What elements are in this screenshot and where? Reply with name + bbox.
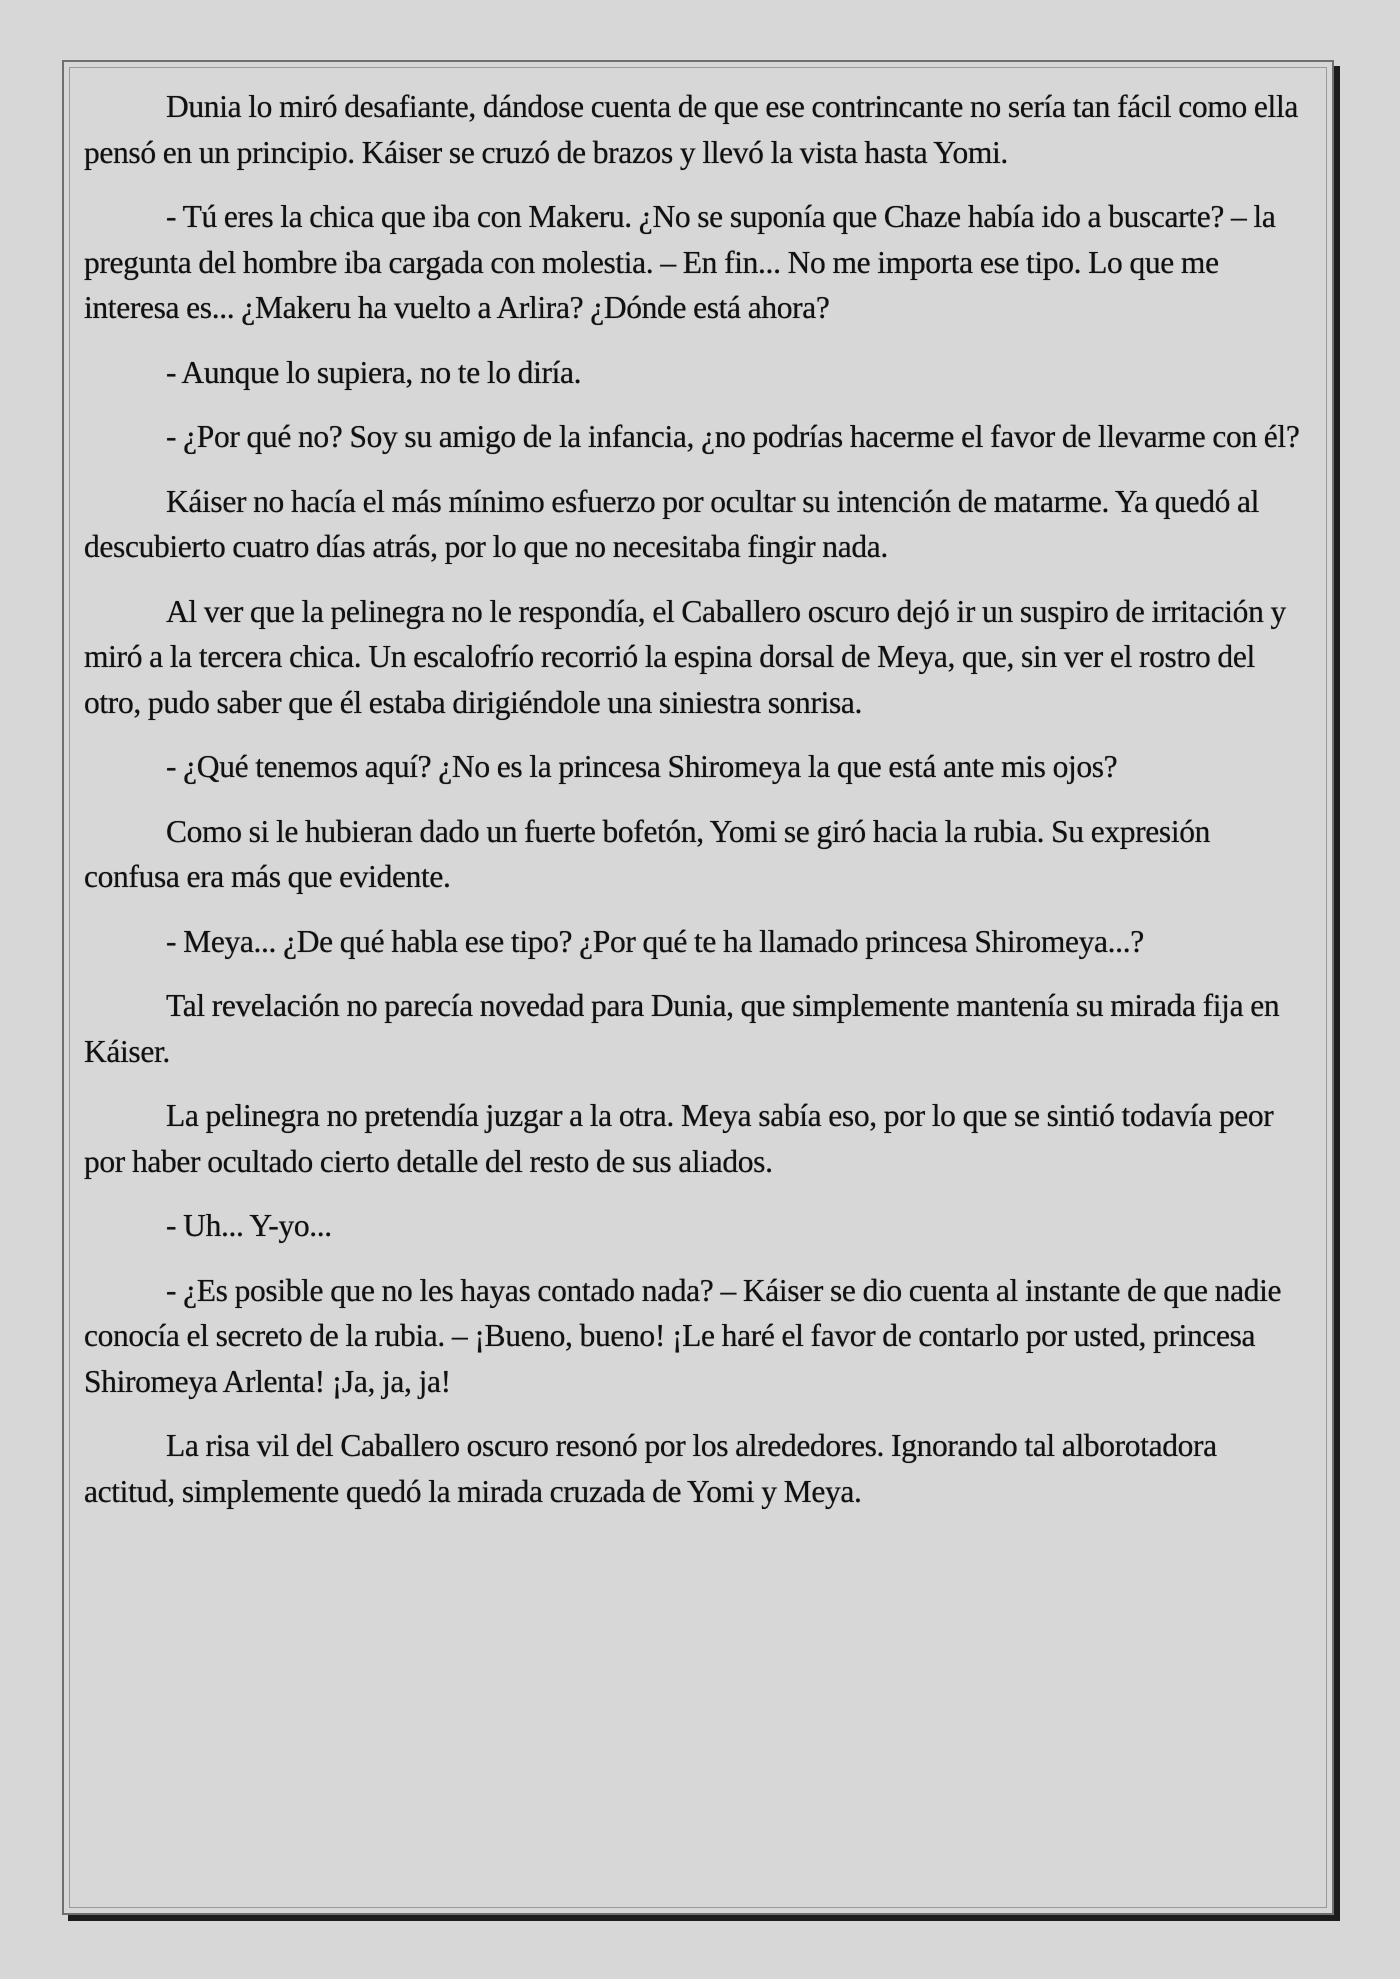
paragraph: Como si le hubieran dado un fuerte bofetón, Yomi se giró hacia la rubia. Su expresión confusa era más que evidente. bbox=[84, 813, 1211, 894]
paragraph: Dunia lo miró desafiante, dándose cuenta de que ese contrincante no sería tan fácil como ella pensó en un principio. Káiser se cruzó de brazos y llevó la vista hasta Yomi. bbox=[84, 89, 1298, 170]
paragraph: - ¿Qué tenemos aquí? ¿No es la princesa Shiromeya la que está ante mis ojos? bbox=[166, 749, 1118, 784]
paragraph: La risa vil del Caballero oscuro resonó por los alrededores. Ignorando tal alborotadora actitud, simplemente quedó la mirada cruzada de Yomi y Meya. bbox=[84, 1428, 1217, 1509]
paragraph: - Meya... ¿De qué habla ese tipo? ¿Por qué te ha llamado princesa Shiromeya...? bbox=[166, 923, 1144, 959]
paragraph: Al ver que la pelinegra no le respondía, el Caballero oscuro dejó ir un suspiro de irritación y miró a la tercera chica. Un escalofrío recorrió la espina dorsal de Meya, que, sin ver el rostro del otro, pudo saber que él estaba dirigiéndole una siniestra sonrisa. bbox=[84, 593, 1286, 720]
page-frame bbox=[62, 60, 1334, 1915]
paragraph: Káiser no hacía el más mínimo esfuerzo por ocultar su intención de matarme. Ya quedó al descubierto cuatro días atrás, por lo que no necesitaba fingir nada. bbox=[84, 483, 1260, 564]
paragraph: Tal revelación no parecía novedad para Dunia, que simplemente mantenía su mirada fija en Káiser. bbox=[84, 988, 1280, 1069]
paragraph: - Aunque lo supiera, no te lo diría. bbox=[166, 354, 582, 390]
paragraph: - ¿Es posible que no les hayas contado nada? – Káiser se dio cuenta al instante de que nadie conocía el secreto de la rubia. – ¡Bueno, bueno! ¡Le haré el favor de contarlo por usted, princesa Shiromeya Arlenta! ¡Ja, ja, ja! bbox=[84, 1272, 1282, 1399]
paragraph: La pelinegra no pretendía juzgar a la otra. Meya sabía eso, por lo que se sintió todavía peor por haber ocultado cierto detalle del resto de sus aliados. bbox=[84, 1098, 1274, 1179]
paragraph: - Uh... Y-yo... bbox=[166, 1208, 332, 1243]
text-body bbox=[84, 84, 1312, 1533]
paragraph: - ¿Por qué no? Soy su amigo de la infancia, ¿no podrías hacerme el favor de llevarme con él? bbox=[166, 419, 1300, 454]
paragraph: - Tú eres la chica que iba con Makeru. ¿No se suponía que Chaze había ido a buscarte? – la pregunta del hombre iba cargada con molestia. – En fin... No me importa ese tipo. Lo que me interesa es... ¿Makeru ha vuelto a Arlira? ¿Dónde está ahora? bbox=[84, 199, 1276, 325]
